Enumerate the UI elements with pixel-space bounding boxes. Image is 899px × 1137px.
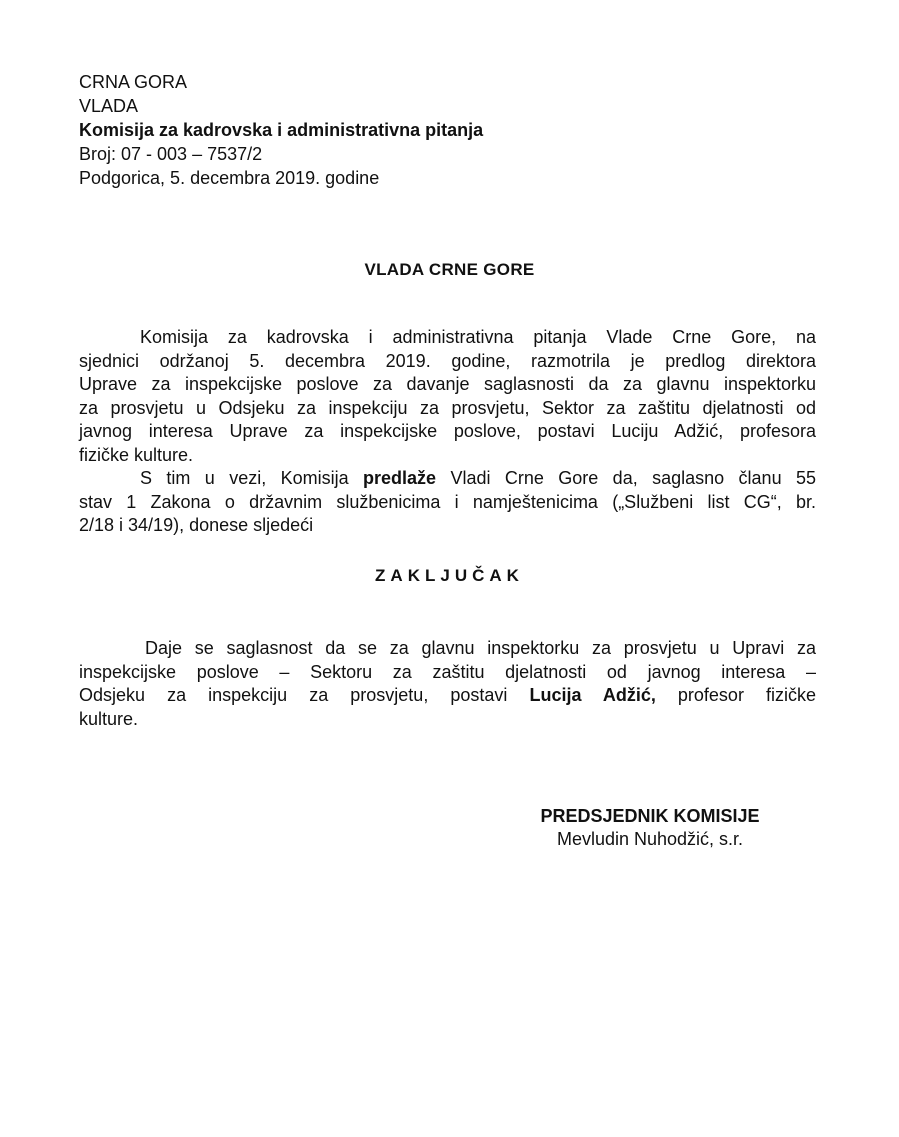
paragraph-proposal <box>79 326 816 467</box>
signature-title: PREDSJEDNIK KOMISIJE <box>540 806 760 826</box>
signature-block <box>500 805 800 851</box>
paragraph-conclusion <box>79 637 816 731</box>
paragraph-line: kulture. <box>79 708 139 729</box>
paragraph-line: 2/18 i 34/19), donese sljedeći <box>79 515 314 535</box>
commission-line: Komisija za kadrovska i administrativna pitanja <box>79 120 484 140</box>
paragraph-line: Komisija za kadrovska i administrativna pitanja Vlade Crne Gore, na <box>140 327 816 347</box>
text-segment: Vladi Crne Gore da, saglasno članu 55 <box>436 468 816 488</box>
text-segment: Odsjeku za inspekciju za prosvjetu, postavi <box>79 685 530 705</box>
emphasis-predlaze: predlaže <box>363 468 437 488</box>
paragraph-line: Daje se saglasnost da se za glavnu inspektorku za prosvjetu u Upravi za <box>145 638 816 658</box>
addressee-title: VLADA CRNE GORE <box>364 260 535 279</box>
paragraph-line: fizičke kulture. <box>79 444 194 465</box>
paragraph-line: sjednici održanoj 5. decembra 2019. godine, razmotrila je predlog direktora <box>79 350 816 371</box>
document-header <box>79 70 483 190</box>
text-segment: profesor fizičke <box>655 685 816 705</box>
appointee-name: Lucija Adžić, <box>529 685 656 705</box>
paragraph-line: stav 1 Zakona o državnim službenicima i namještenicima („Službeni list CG“, br. <box>79 491 816 512</box>
conclusion-heading: ZAKLJUČAK <box>375 566 524 585</box>
paragraph-recommendation <box>79 467 816 538</box>
place-date: Podgorica, 5. decembra 2019. godine <box>79 168 380 188</box>
paragraph-line <box>79 684 816 708</box>
paragraph-line <box>79 467 816 491</box>
paragraph-line: Uprave za inspekcijske poslove za davanje saglasnosti da za glavnu inspektorku <box>79 374 816 394</box>
document-number: Broj: 07 - 003 – 7537/2 <box>79 144 263 164</box>
paragraph-line: za prosvjetu u Odsjeku za inspekciju za prosvjetu, Sektor za zaštitu djelatnosti od <box>79 397 816 418</box>
country-line: CRNA GORA <box>79 72 188 92</box>
paragraph-line: inspekcijske poslove – Sektoru za zaštitu djelatnosti od javnog interesa – <box>79 661 816 682</box>
signature-name: Mevludin Nuhodžić, s.r. <box>556 829 744 849</box>
government-line: VLADA <box>79 96 139 116</box>
text-segment: S tim u vezi, Komisija <box>140 468 364 488</box>
paragraph-line: javnog interesa Uprave za inspekcijske poslove, postavi Luciju Adžić, profesora <box>79 421 816 441</box>
